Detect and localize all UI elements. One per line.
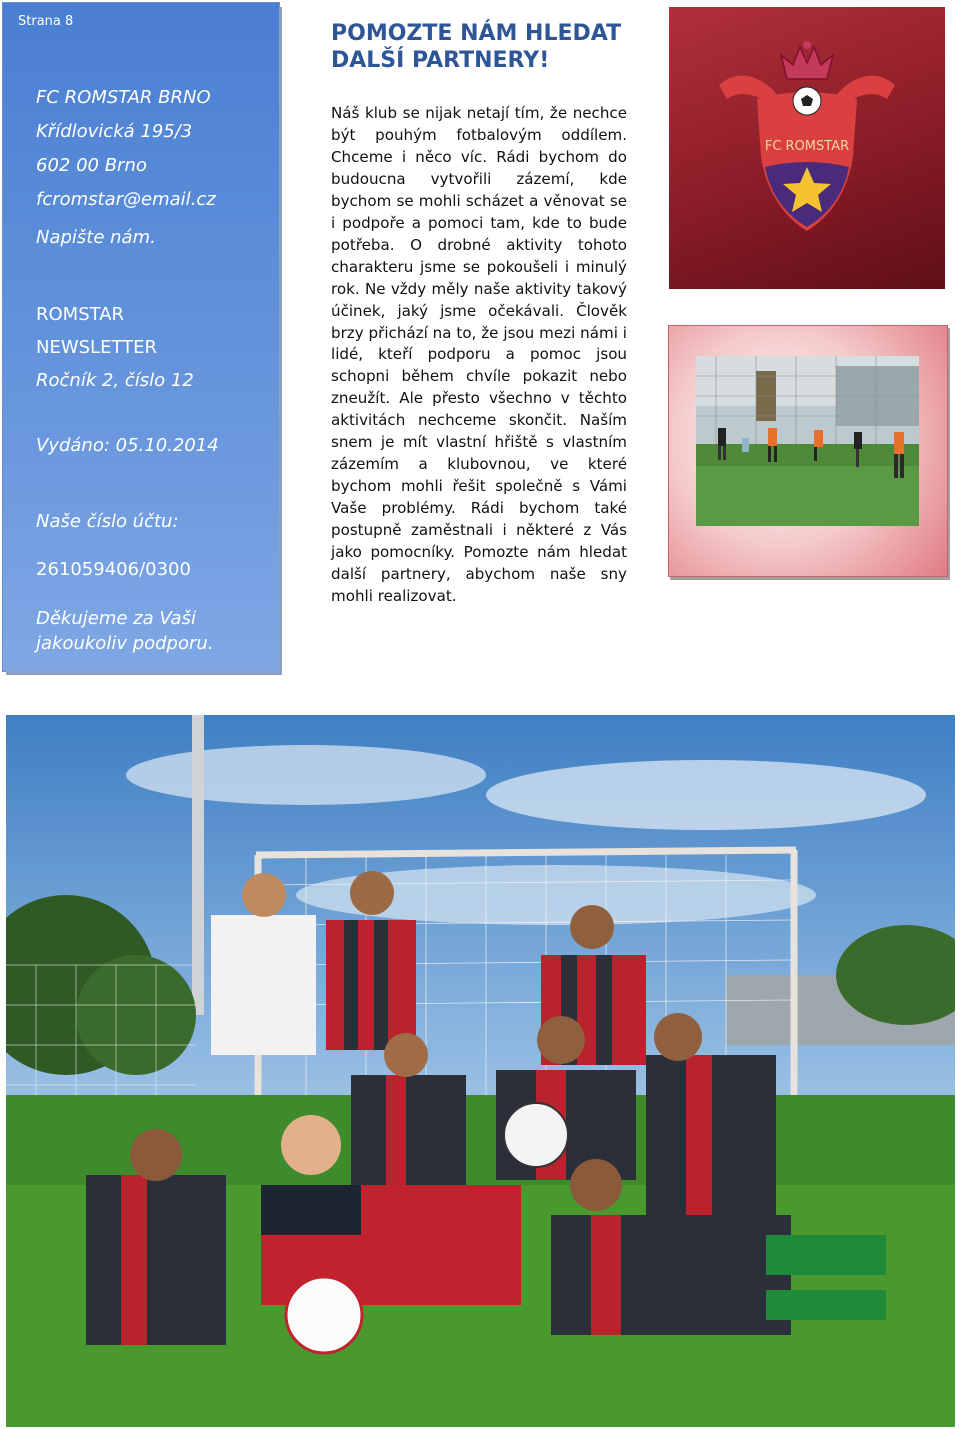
article-body: Náš klub se nijak netají tím, že nechce být pouhým fotbalovým oddílem. Chceme i něco víc. Rádi bychom do budoucna vytvořili zázemí, kde bychom se mohli scházet a věnovat se i podpoře a pomoci tam, kde to bude potřeba. O drobné aktivity tohoto charakteru jsme se pokoušeli i minulý rok. Ne vždy měly naše aktivity takový účinek, jaký jsme očekávali. Člověk brzy přichází na to, že jsou mezi námi i lidé, kteří podporu a pomoc jsou schopni během chvíle pokazit nebo zneužít. Ale přesto všechno v těchto aktivitách nechceme skončit. Naším snem je mít vlastní hřiště s vlastním zázemím a klubovnou, ve které bychom mohli řešit společně s Vámi Vaše problémy. Rádi bychom také postupně zaměstnali i některé z Vás jako pomocníky. Pomozte nám hledat další partnery, abychom naše sny mohli realizovat. <box>331 104 627 605</box>
issue-date: Vydáno: 05.10.2014 <box>36 435 219 456</box>
thanks-line1: Děkujeme za Vaši <box>36 608 196 629</box>
newsletter-name-line1: ROMSTAR <box>36 304 125 325</box>
page-number: Strana 8 <box>18 14 74 29</box>
training-photo-frame <box>668 325 948 577</box>
crown-icon <box>781 41 833 79</box>
heading-line2: DALŠÍ PARTNERY! <box>331 48 550 73</box>
sidebar-contact-panel <box>3 3 279 671</box>
soccer-ball-icon <box>793 87 821 115</box>
heading-line1: POMOZTE NÁM HLEDAT <box>331 21 622 46</box>
club-logo <box>669 7 945 289</box>
thanks-line2: jakoukoliv podporu. <box>36 633 214 654</box>
issue-number: Ročník 2, číslo 12 <box>36 370 194 391</box>
article-heading <box>331 20 631 74</box>
account-label: Naše číslo účtu: <box>36 511 179 532</box>
newsletter-name-line2: NEWSLETTER <box>36 337 158 358</box>
team-photo <box>6 715 955 1427</box>
club-logo-panel <box>669 7 945 289</box>
account-number: 261059406/0300 <box>36 559 191 580</box>
logo-text: FC ROMSTAR <box>764 139 850 154</box>
contact-cta: Napište nám. <box>36 227 156 248</box>
club-city: 602 00 Brno <box>36 155 147 176</box>
club-email[interactable]: fcromstar@email.cz <box>36 189 216 210</box>
club-street: Křídlovická 195/3 <box>36 121 193 142</box>
training-photo <box>696 356 919 526</box>
club-name: FC ROMSTAR BRNO <box>36 87 211 108</box>
